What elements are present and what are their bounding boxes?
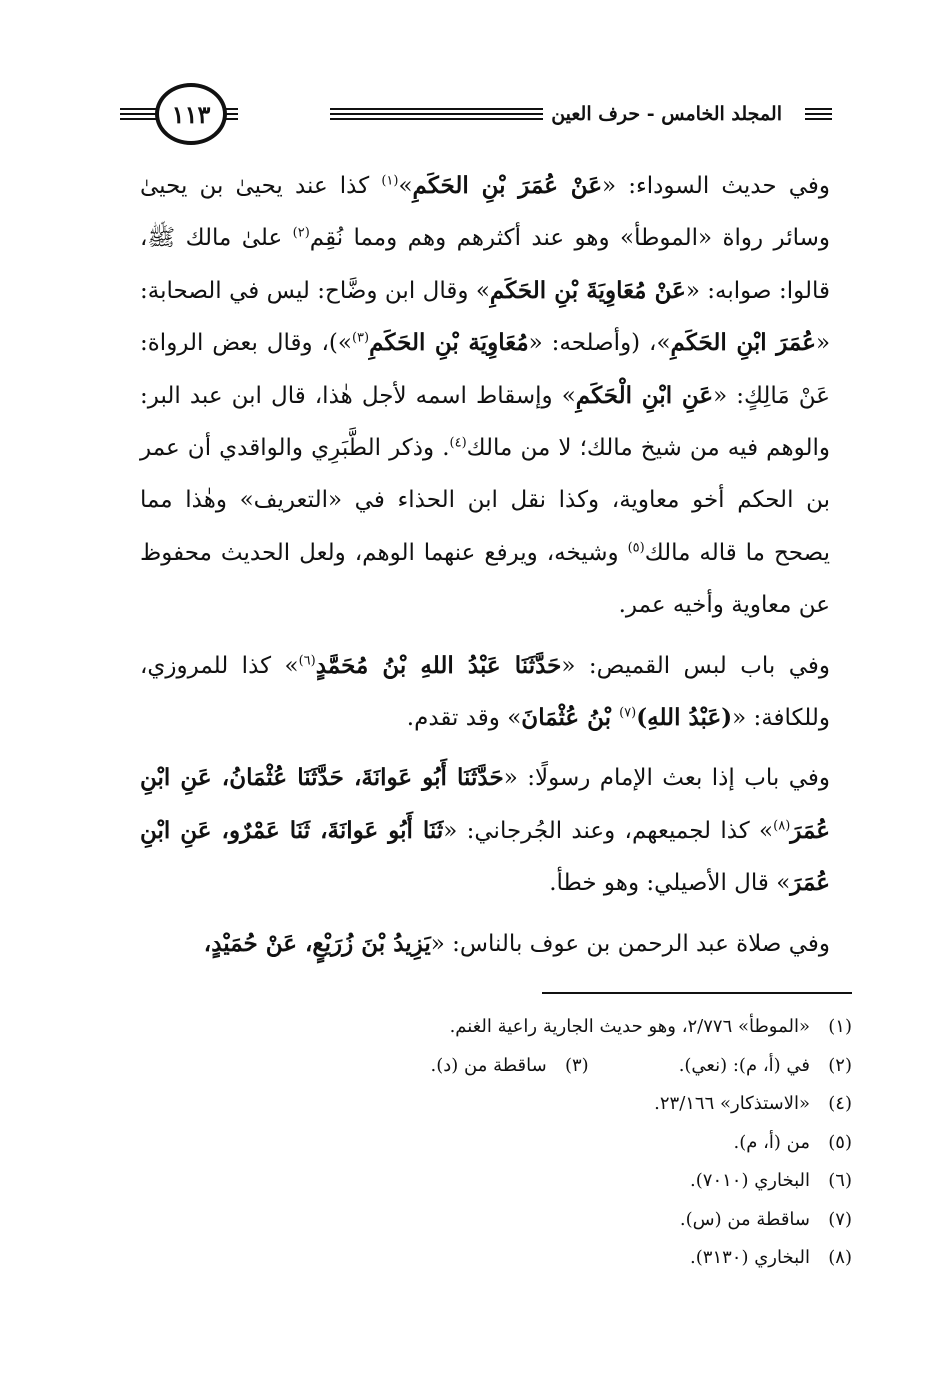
text-run: كذا عند يحيىٰ بن يحيىٰ وسائر رواة «الموطأ» وهو عند أكثرهم وهم ومما نُقِم bbox=[140, 173, 830, 252]
paragraph-2 bbox=[140, 640, 852, 745]
text-run: » قال الأصيلي: وهو خطأ. bbox=[549, 870, 791, 897]
footnote-ref: (٢) bbox=[292, 225, 310, 241]
quoted-isnad: عُمَرَ ابْنِ الحَكَمِ bbox=[670, 329, 816, 357]
footnote-text: من (أ، م). bbox=[733, 1131, 810, 1153]
footnote-separator bbox=[542, 992, 852, 994]
text-run: »)، وقال بعض الرواة: عَنْ مَالِكٍ: « bbox=[140, 330, 830, 409]
text-run: » كذا للمروزي، وللكافة: « bbox=[140, 652, 830, 732]
page-header bbox=[100, 80, 832, 150]
footnotes bbox=[140, 1008, 852, 1278]
quoted-isnad: يَزِيدُ بْنَ زُرَيْعٍ، عَنْ حُمَيْدٍ، bbox=[203, 929, 431, 957]
footnote-2 bbox=[679, 1047, 852, 1086]
footnote-text: «الموطأ» ٢/٧٧٦، وهو حديث الجارية راعية الغنم. bbox=[449, 1016, 810, 1037]
running-title: المجلد الخامس - حرف العين bbox=[543, 100, 790, 128]
footnote-4 bbox=[654, 1085, 852, 1124]
footnote-number: (٦) bbox=[828, 1170, 852, 1191]
footnote-ref: (٧) bbox=[619, 705, 637, 721]
page-number: ١١٣ bbox=[155, 83, 227, 145]
text-run: » وقال ابن وضَّاح: ليس في الصحابة: « bbox=[140, 277, 831, 357]
footnote-line bbox=[140, 1008, 852, 1047]
footnote-text: ساقطة من (س). bbox=[679, 1208, 810, 1230]
text-run: . وذكر الطَّبَرِي والواقدي أن عمر بن الحكم أخو معاوية، وكذا نقل ابن الحذاء في «التعريف» وهٰذا مما يصحح ما قاله مالك bbox=[140, 435, 830, 566]
text-run: وشيخه، ويرفع عنهما الوهم، ولعل الحديث محفوظ عن معاوية وأخيه عمر. bbox=[140, 539, 830, 619]
paragraph-3 bbox=[140, 752, 852, 909]
text-run: وفي صلاة عبد الرحمن بن عوف بالناس: « bbox=[430, 930, 830, 957]
footnote-7 bbox=[680, 1201, 852, 1240]
quoted-isnad: عَنِ ابْنِ الْحَكَمِ bbox=[575, 381, 714, 409]
quoted-isnad: حَدَّثَنَا أَبُو عَوانَةَ، حَدَّثَنَا عُثْمَانُ، عَنِ ابْنِ عُمَرَ bbox=[140, 764, 830, 844]
text-run: وفي حديث السوداء: « bbox=[602, 173, 830, 199]
footnote-ref: (٦) bbox=[298, 653, 316, 668]
paragraph-1 bbox=[140, 160, 852, 632]
quoted-isnad: مُعَاوِيَة بْنِ الحَكَمِ bbox=[369, 329, 529, 357]
footnote-number: (١) bbox=[828, 1016, 852, 1037]
footnote-number: (٤) bbox=[828, 1093, 852, 1114]
footnote-8 bbox=[690, 1239, 852, 1278]
footnote-line bbox=[140, 1162, 852, 1201]
text-run: » كذا لجميعهم، وعند الجُرجاني: « bbox=[443, 817, 774, 844]
text-run: » bbox=[398, 173, 413, 199]
footnote-ref: (٥) bbox=[627, 540, 645, 556]
quoted-isnad: ثَنَا أَبُو عَوانَةَ، ثَنَا عَمْرٌو، عَنِ ابْنِ عُمَرَ bbox=[140, 816, 830, 897]
footnote-5 bbox=[733, 1124, 852, 1163]
footnote-line bbox=[140, 1201, 852, 1240]
footnote-number: (٧) bbox=[828, 1208, 852, 1230]
footnote-ref: (٤) bbox=[449, 435, 467, 451]
footnote-ref: (٣) bbox=[351, 330, 370, 346]
footnote-number: (٥) bbox=[828, 1131, 852, 1153]
main-text bbox=[140, 160, 852, 970]
footnote-text: في (أ، م): (نعي). bbox=[678, 1054, 810, 1076]
text-run: وفي باب لبس القميص: « bbox=[561, 652, 830, 679]
text-run: » وقد تقدم. bbox=[406, 705, 522, 732]
header-rule-right bbox=[805, 108, 832, 120]
footnote-number: (٨) bbox=[828, 1247, 852, 1268]
text-run: »، (وأصلحه: « bbox=[528, 330, 671, 357]
footnote-line bbox=[140, 1124, 852, 1163]
footnote-text: ساقطة من (د). bbox=[430, 1054, 547, 1076]
footnote-line bbox=[140, 1047, 852, 1086]
footnote-text: البخاري (٧٠١٠). bbox=[690, 1170, 810, 1191]
footnote-text: «الاستذكار» ٢٣/١٦٦. bbox=[654, 1093, 810, 1114]
text-run: » وإسقاط اسمه لأجل هٰذا، قال ابن عبد البر: والوهم فيه من شيخ مالك؛ لا من مالك bbox=[140, 382, 830, 462]
text-run: وفي باب إذا بعث الإمام رسولًا: « bbox=[503, 765, 831, 792]
quoted-isnad: بْنُ عُثْمَانَ bbox=[521, 704, 620, 732]
footnote-ref: (٨) bbox=[773, 818, 791, 834]
footnote-line bbox=[140, 1085, 852, 1124]
quoted-isnad: عَنْ عُمَرَ بْنِ الحَكَمِ bbox=[412, 172, 603, 199]
footnote-text: البخاري (٣١٣٠). bbox=[690, 1247, 810, 1268]
footnote-6 bbox=[690, 1162, 852, 1201]
footnote-ref: (١) bbox=[381, 173, 399, 189]
footnote-3 bbox=[431, 1047, 589, 1086]
quoted-isnad: حَدَّثَنَا عَبْدُ اللهِ بْنُ مُحَمَّدٍ bbox=[315, 651, 562, 679]
quoted-isnad: (عَبْدُ اللهِ) bbox=[636, 704, 733, 732]
paragraph-4 bbox=[140, 918, 852, 970]
footnote-number: (٣) bbox=[564, 1054, 589, 1076]
text-run: علىٰ مالك ﷺ، قالوا: صوابه: « bbox=[140, 225, 830, 304]
footnote-1 bbox=[450, 1008, 852, 1047]
footnote-number: (٢) bbox=[828, 1054, 852, 1076]
footnote-line bbox=[140, 1239, 852, 1278]
quoted-isnad: عَنْ مُعَاوِيَةَ بْنِ الحَكَمِ bbox=[489, 276, 686, 304]
